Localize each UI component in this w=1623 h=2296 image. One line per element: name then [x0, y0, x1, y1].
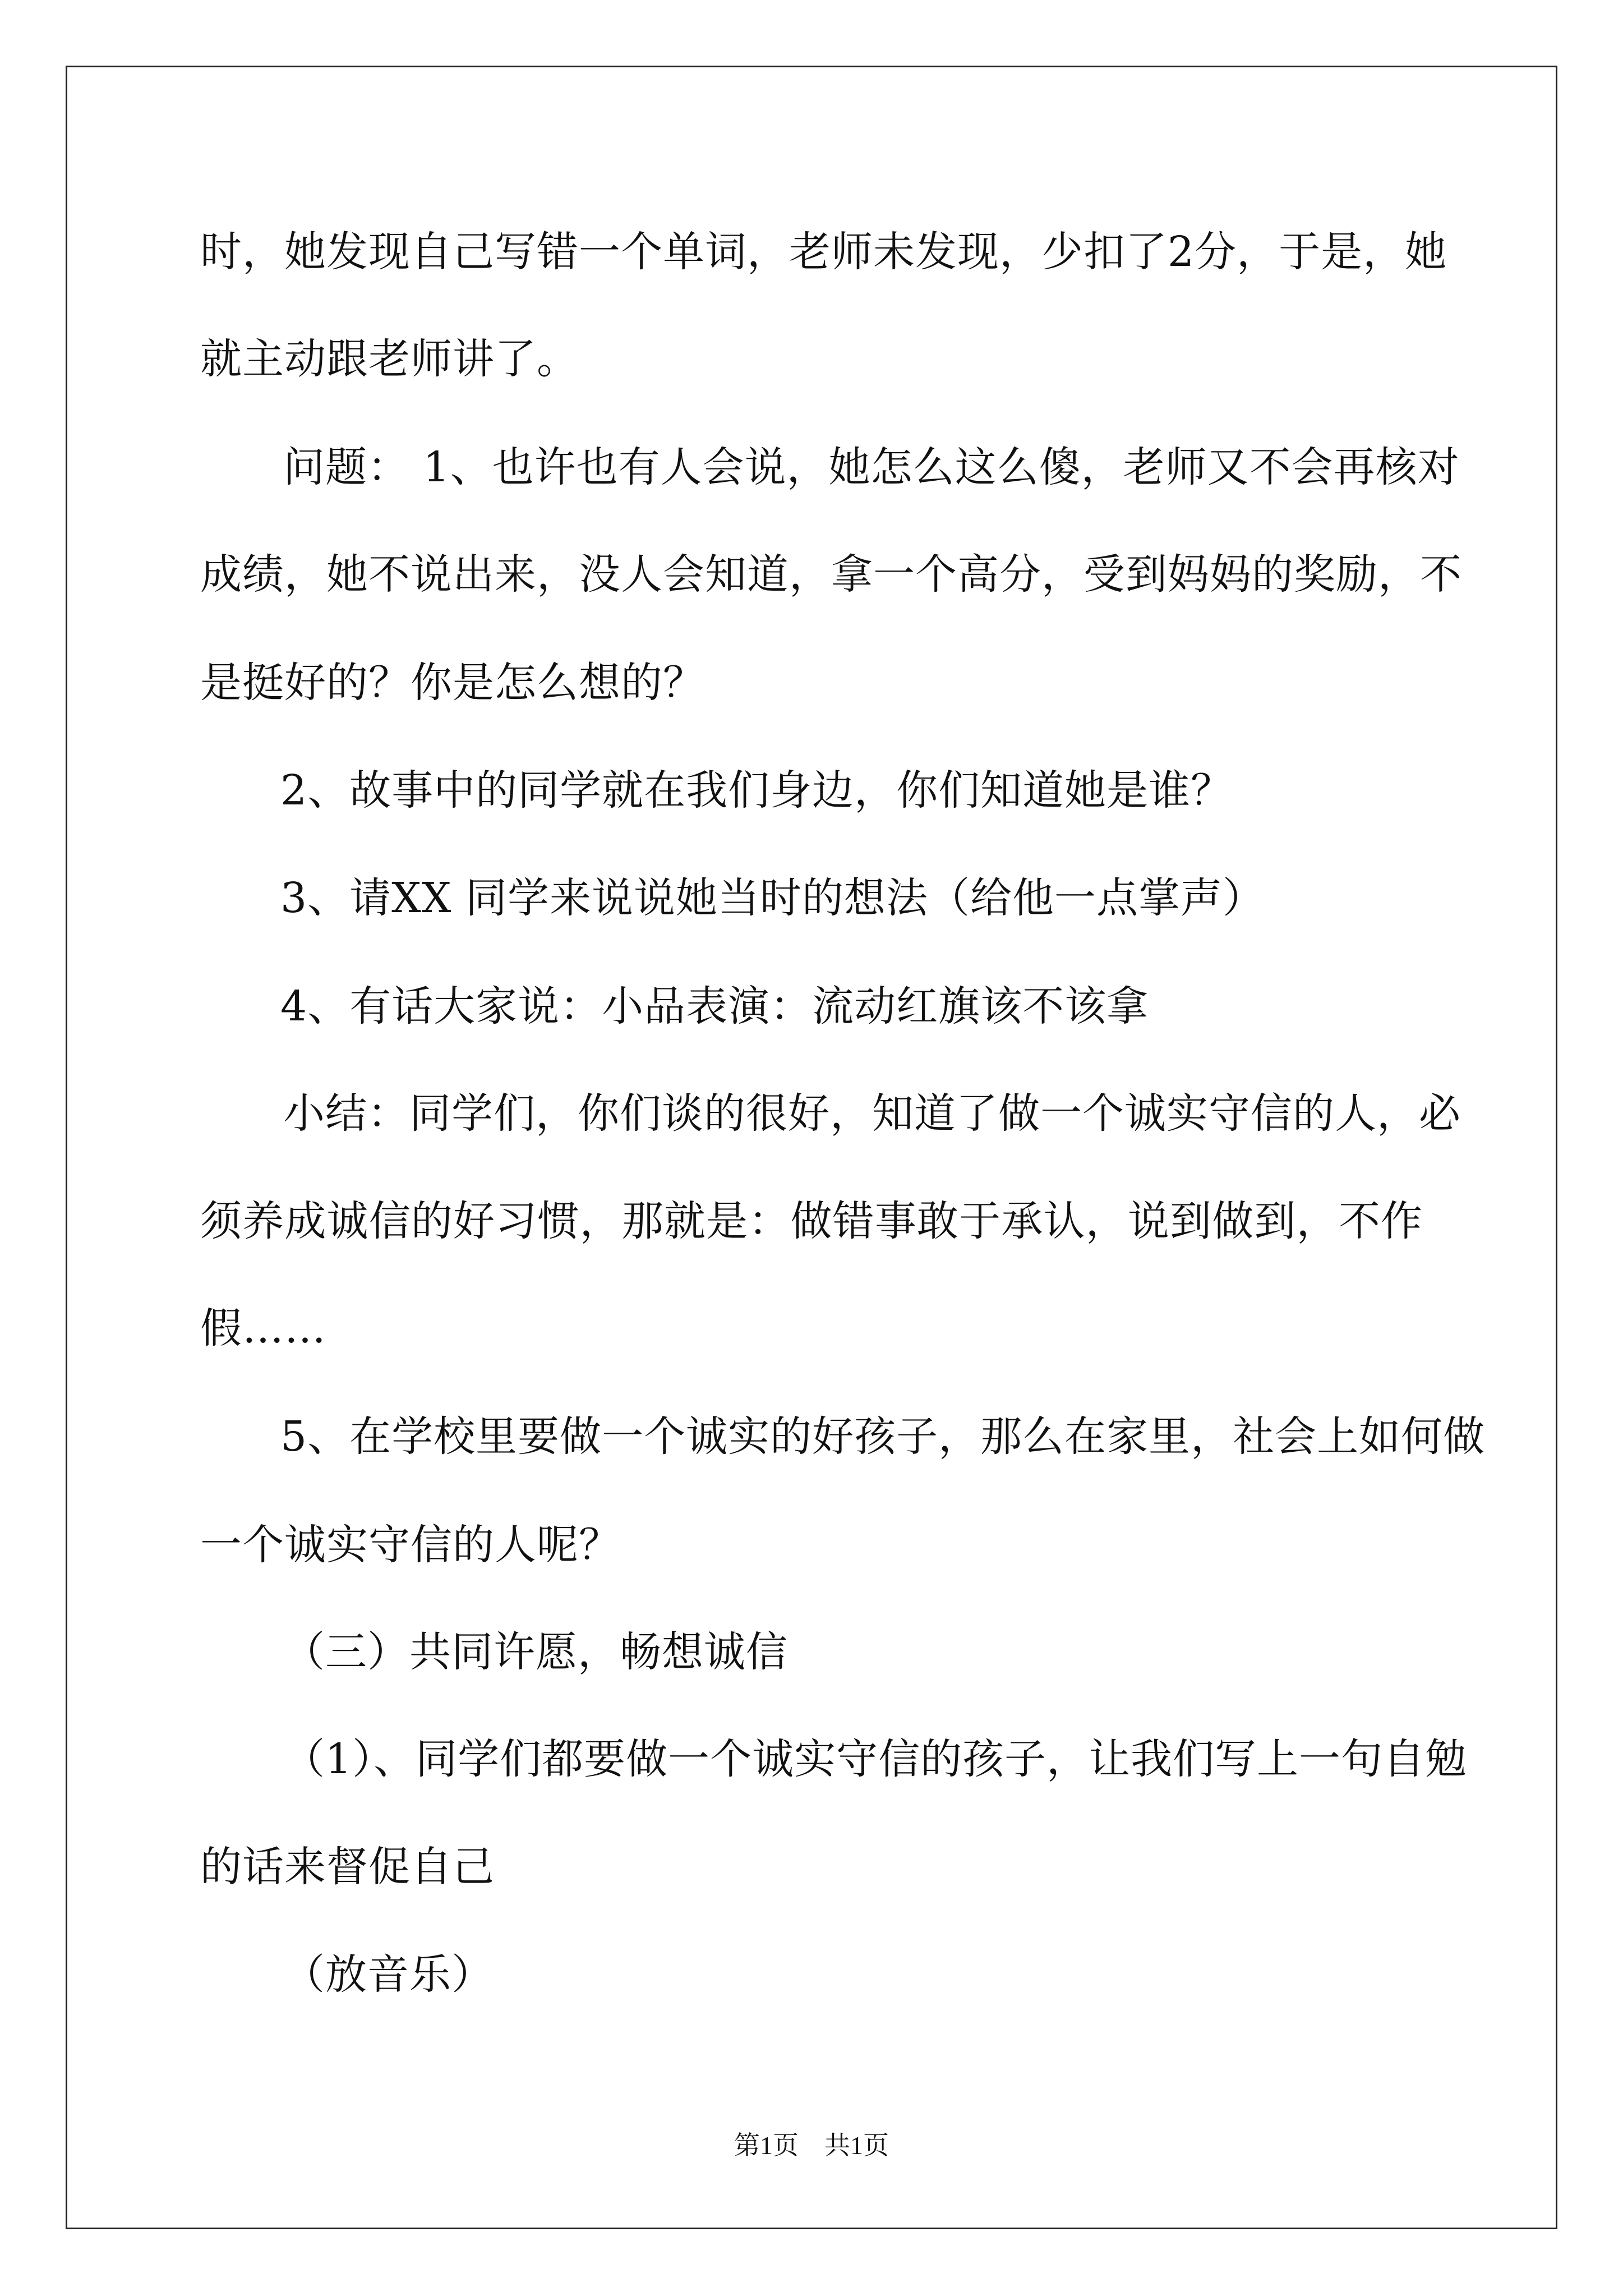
text-line-12: 5、在学校里要做一个诚实的好孩子，那么在家里，社会上如何做	[280, 1412, 1486, 1461]
text-line-17: （放音乐）	[283, 1950, 494, 1999]
page-footer	[0, 2133, 1623, 2159]
text-line-2: 就主动跟老师讲了。	[200, 335, 579, 383]
text-line-15: （1）、同学们都要做一个诚实守信的孩子，让我们写上一句自勉	[283, 1735, 1468, 1783]
text-line-11: 假……	[200, 1304, 326, 1352]
text-line-6: 2、故事中的同学就在我们身边，你们知道她是谁？	[280, 766, 1233, 815]
total-pages-label: 共1页	[824, 2131, 889, 2160]
text-line-14: （三）共同许愿，畅想诚信	[283, 1628, 788, 1676]
current-page-label: 第1页	[734, 2131, 799, 2160]
text-line-9: 小结：同学们，你们谈的很好，知道了做一个诚实守信的人，必	[283, 1089, 1461, 1138]
text-line-7: 3、请XX 同学来说说她当时的想法（给他一点掌声）	[280, 874, 1265, 922]
text-line-1: 时，她发现自己写错一个单词，老师未发现，少扣了2分，于是，她	[200, 228, 1447, 276]
text-line-4: 成绩，她不说出来，没人会知道，拿一个高分，受到妈妈的奖励，不	[200, 550, 1462, 599]
text-line-13: 一个诚实守信的人呢？	[200, 1521, 621, 1569]
page-border	[66, 66, 1557, 2229]
text-line-10: 须养成诚信的好习惯，那就是：做错事敢于承认，说到做到，不作	[200, 1197, 1423, 1245]
text-line-8: 4、有话大家说：小品表演：流动红旗该不该拿	[280, 982, 1149, 1030]
text-line-3: 问题： 1、也许也有人会说，她怎么这么傻，老师又不会再核对	[283, 443, 1460, 491]
text-line-16: 的话来督促自己	[200, 1843, 495, 1891]
text-line-5: 是挺好的？你是怎么想的？	[200, 659, 705, 707]
